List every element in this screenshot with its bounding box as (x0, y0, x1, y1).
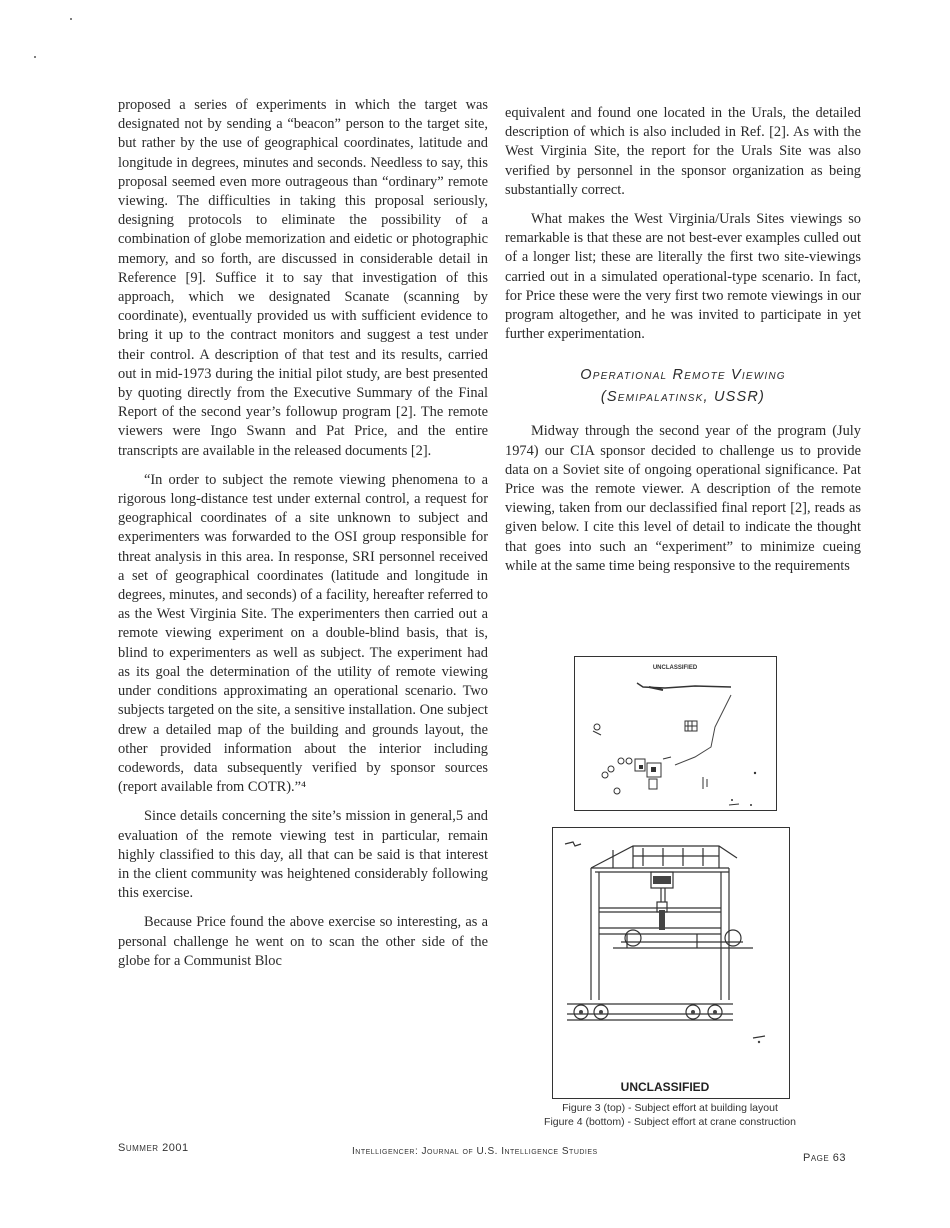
footer-page-number: Page 63 (803, 1152, 847, 1164)
crane-sketch (553, 828, 789, 1098)
paragraph: Since details concerning the site’s mission in general,5 and evaluation of the remote viewing test in particular, remain highly classified to this day, all that can be said is that interest in the client community was heightened considerably following this exercise. (118, 808, 488, 902)
figure-4-crane-construction (552, 827, 790, 1099)
building-layout-sketch (575, 657, 776, 810)
footer-issue: Summer 2001 (118, 1142, 189, 1154)
figure-3-stamp: UNCLASSIFIED (652, 665, 698, 671)
right-column (505, 104, 861, 586)
section-heading (505, 364, 861, 408)
figure-4-caption: Figure 4 (bottom) - Subject effort at crane construction (544, 1116, 796, 1128)
scan-speck (34, 56, 36, 58)
paragraph: proposed a series of experiments in which the target was designated not by sending a “beacon” person to the target site, but rather by the use of geographical coordinates, latitude and longitude in degrees, minutes and seconds. Needless to say, this proposal seemed even more outrageous than “ordinary” remote viewing. The difficulties in taking this proposal seriously, designing protocols to eliminate the possibility of a combination of globe memorization and eidetic or photographic memory, and so forth, are discussed in considerable detail in Reference [9]. Suffice it to say that investigation of this approach, which we designated Scanate (scanning by coordinate), eventually provided us with sufficient evidence to bring it up to the contract monitors and suggest a test under their control. A description of that test and its results, carried out in mid-1973 during the initial pilot study, are best presented by quoting directly from the Executive Summary of the Final Report of the second year’s followup program [2]. The remote viewers were Ingo Swann and Pat Price, and the entire transcripts are available in the released documents [2]. (118, 97, 488, 459)
figure-3-building-layout (574, 656, 777, 811)
quoted-paragraph: “In order to subject the remote viewing phenomena to a rigorous long-distance test under external control, a request for geographical coordinates of a site unknown to subject and experimenters was forwarded to the OSI group responsible for threat analysis in this area. In response, SRI personnel received a set of geographical coordinates (latitude and longitude in degrees, minutes, and seconds) of a facility, hereafter referred to as the West Virginia Site. The experimenters then carried out a remote viewing experiment on a double-blind basis, that is, blind to experimenters as well as subject. The experiment had as its goal the determination of the utility of remote viewing under conditions approximating an operational scenario. Two subjects targeted on the site, a sensitive installation. One subject drew a detailed map of the building and grounds layout, the other provided information about the interior including codewords, data subsequently verified by sponsor sources (report available from COTR).”⁴ (118, 471, 488, 796)
footer-journal-title: Intelligencer: Journal of U.S. Intelligence Studies (352, 1146, 598, 1157)
scan-speck (70, 18, 72, 20)
section-heading-line2: (Semipalatinsk, USSR) (600, 389, 766, 406)
paragraph: Because Price found the above exercise so interesting, as a personal challenge he went on to scan the other side of the globe for a Communist Bloc (118, 914, 488, 969)
figure-3-caption: Figure 3 (top) - Subject effort at building layout (562, 1102, 778, 1114)
paragraph: equivalent and found one located in the Urals, the detailed description of which is also included in Ref. [2]. As with the West Virginia Site, the report for the Urals Site was also verified by personnel in the sponsor organization as being substantially correct. (505, 105, 861, 198)
section-heading-line1: Operational Remote Viewing (580, 367, 786, 384)
paragraph: What makes the West Virginia/Urals Sites viewings so remarkable is that these are not best-ever examples culled out of a longer list; these are literally the first two site-viewings carried out in a simulated operational-type scenario. In fact, for Price these were the very first two remote viewings in our program altogether, and he was invited to participate in yet further experimentation. (505, 211, 861, 343)
left-column (118, 96, 488, 981)
figure-4-stamp: UNCLASSIFIED (620, 1080, 710, 1094)
paragraph: Midway through the second year of the program (July 1974) our CIA sponsor decided to challenge us to provide data on a Soviet site of ongoing operational significance. Pat Price was the remote viewer. A description of the remote viewing, taken from our declassified final report [2], reads as given below. I cite this level of detail to indicate the thought that goes into such an “experiment” to minimize cueing while at the same time being responsive to the requirements (505, 423, 861, 574)
